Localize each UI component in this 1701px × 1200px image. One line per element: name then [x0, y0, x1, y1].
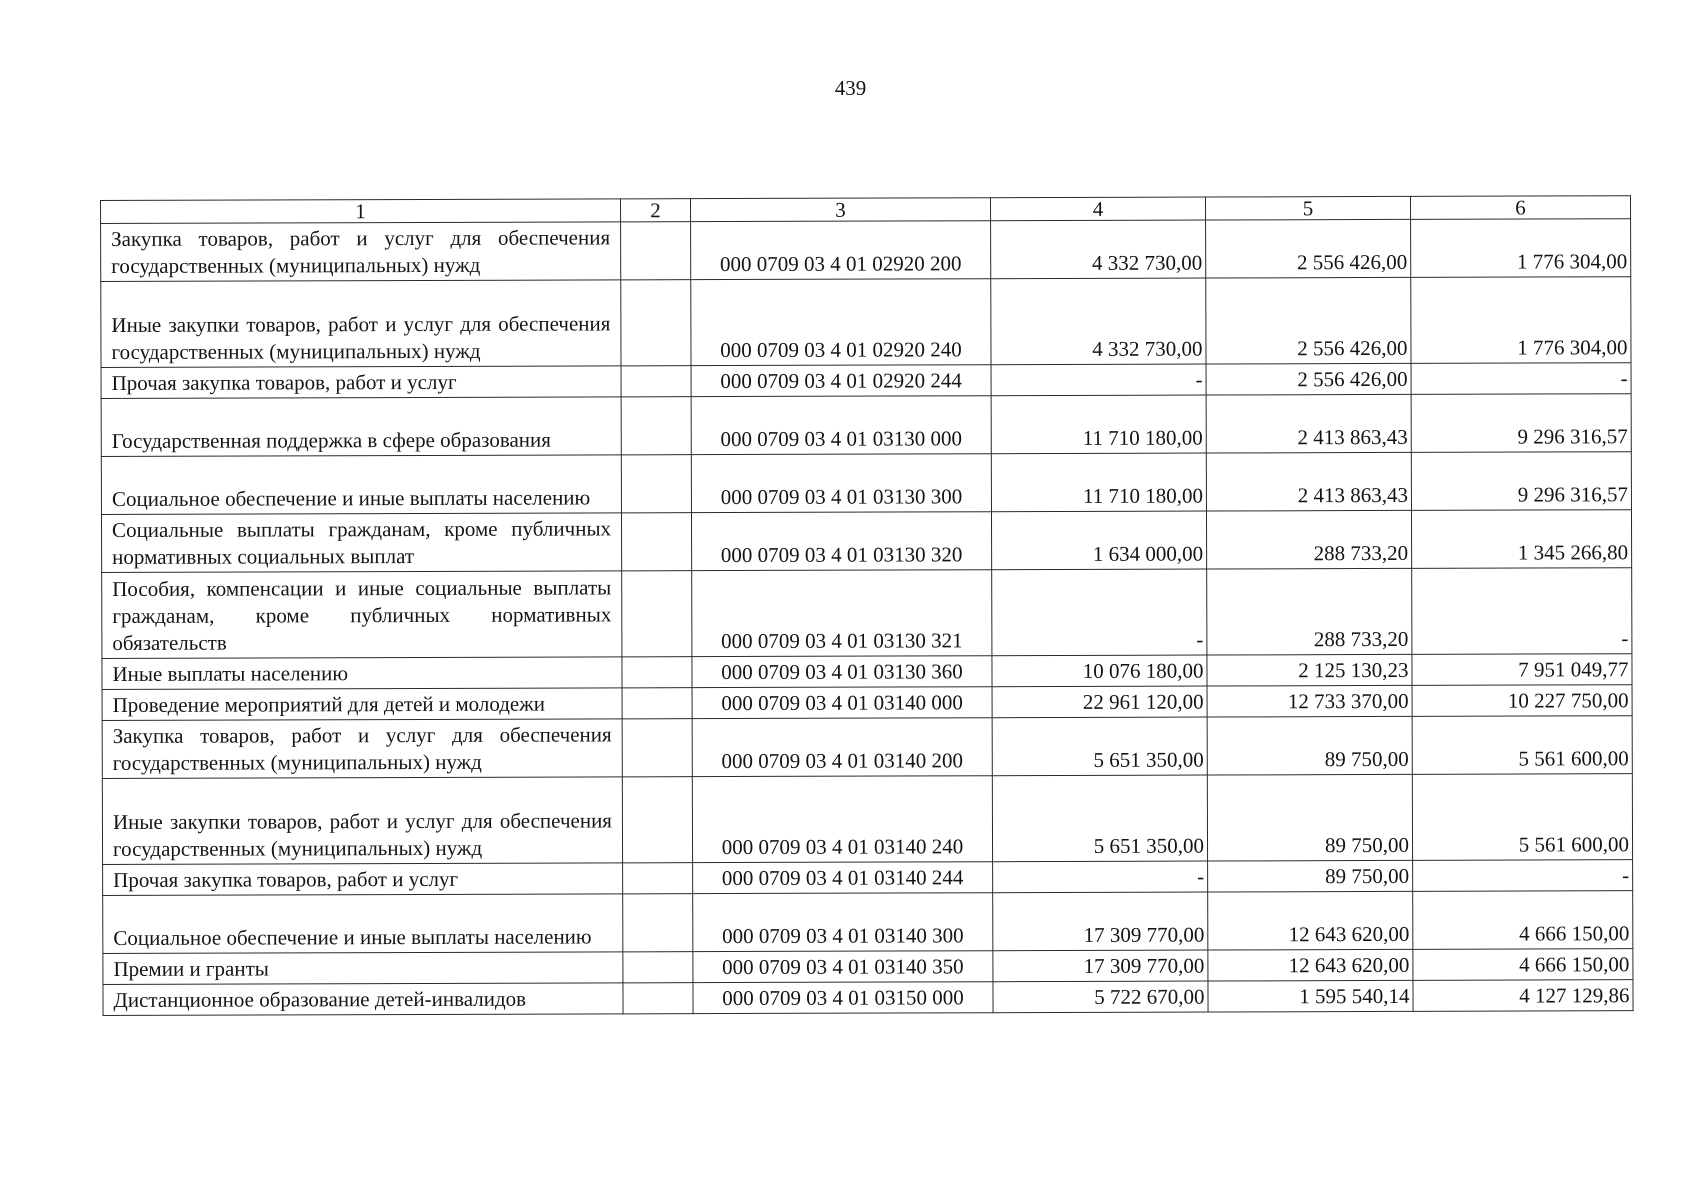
row-name: Иные закупки товаров, работ и услуг для обеспечения государственных (муниципальных) нужд — [101, 280, 621, 368]
table-row — [103, 860, 1633, 896]
row-col2 — [622, 688, 692, 719]
row-code: 000 0709 03 4 01 03140 200 — [692, 718, 992, 777]
row-value-4: 17 309 770,00 — [993, 950, 1208, 982]
row-value-6: 10 227 750,00 — [1412, 685, 1632, 717]
table-row — [101, 452, 1631, 515]
row-value-5: 2 413 863,43 — [1206, 452, 1411, 511]
row-value-5: 12 643 620,00 — [1208, 949, 1413, 981]
row-col2 — [623, 894, 693, 952]
header-col-3: 3 — [690, 198, 990, 222]
row-value-4: - — [993, 861, 1208, 893]
row-value-6: - — [1413, 860, 1633, 892]
row-value-4: - — [992, 569, 1207, 656]
row-value-4: 11 710 180,00 — [991, 453, 1206, 512]
row-value-4: 10 076 180,00 — [992, 655, 1207, 687]
row-code: 000 0709 03 4 01 03140 244 — [693, 862, 993, 894]
row-value-5: 1 595 540,14 — [1208, 980, 1413, 1012]
row-value-5: 12 733 370,00 — [1207, 685, 1412, 717]
row-code: 000 0709 03 4 01 02920 200 — [691, 221, 991, 280]
row-value-4: 4 332 730,00 — [991, 220, 1206, 279]
row-value-5: 288 733,20 — [1206, 510, 1411, 569]
row-col2 — [621, 280, 691, 366]
budget-table-container — [100, 195, 1633, 1016]
row-col2 — [622, 719, 692, 777]
row-code: 000 0709 03 4 01 03140 350 — [693, 951, 993, 983]
header-col-5: 5 — [1205, 196, 1410, 220]
row-name: Закупка товаров, работ и услуг для обеспечения государственных (муниципальных) нужд — [102, 719, 622, 779]
row-value-4: 5 722 670,00 — [993, 981, 1208, 1013]
row-value-6: 1 345 266,80 — [1411, 510, 1631, 569]
row-value-6: 4 127 129,86 — [1413, 980, 1633, 1012]
row-name: Премии и гранты — [103, 952, 623, 985]
row-col2 — [623, 952, 693, 983]
budget-table — [100, 195, 1634, 1016]
row-value-6: 9 296 316,57 — [1411, 394, 1631, 453]
table-row — [102, 568, 1632, 659]
row-value-6: 9 296 316,57 — [1411, 452, 1631, 511]
row-value-6: - — [1412, 568, 1632, 655]
row-value-5: 89 750,00 — [1207, 716, 1412, 775]
row-value-4: - — [991, 364, 1206, 396]
row-name: Дистанционное образование детей-инвалидов — [103, 983, 623, 1016]
table-row — [103, 949, 1633, 985]
table-row — [101, 219, 1631, 282]
row-value-6: 4 666 150,00 — [1413, 949, 1633, 981]
row-name: Иные закупки товаров, работ и услуг для обеспечения государственных (муниципальных) нужд — [102, 777, 622, 865]
row-code: 000 0709 03 4 01 02920 240 — [691, 279, 991, 366]
table-row — [102, 774, 1632, 865]
row-name: Закупка товаров, работ и услуг для обеспечения государственных (муниципальных) нужд — [101, 222, 621, 282]
row-col2 — [621, 397, 691, 455]
row-name: Прочая закупка товаров, работ и услуг — [103, 863, 623, 896]
row-value-6: 1 776 304,00 — [1411, 277, 1631, 364]
row-value-6: 4 666 150,00 — [1413, 891, 1633, 950]
row-code: 000 0709 03 4 01 03130 360 — [692, 656, 992, 688]
table-row — [103, 891, 1633, 954]
row-code: 000 0709 03 4 01 03130 300 — [691, 454, 991, 513]
row-value-6: 5 561 600,00 — [1412, 774, 1632, 861]
row-value-4: 17 309 770,00 — [993, 892, 1208, 951]
header-col-4: 4 — [990, 197, 1205, 221]
row-name: Социальное обеспечение и иные выплаты населению — [103, 894, 623, 954]
row-col2 — [621, 366, 691, 397]
row-code: 000 0709 03 4 01 03130 000 — [691, 396, 991, 455]
row-value-5: 2 556 426,00 — [1206, 363, 1411, 395]
row-col2 — [622, 657, 692, 688]
page-number: 439 — [834, 76, 867, 100]
row-value-5: 89 750,00 — [1208, 860, 1413, 892]
row-code: 000 0709 03 4 01 02920 244 — [691, 365, 991, 397]
header-col-6: 6 — [1410, 196, 1630, 220]
row-code: 000 0709 03 4 01 03130 320 — [691, 512, 991, 571]
row-value-4: 11 710 180,00 — [991, 395, 1206, 454]
table-row — [103, 980, 1633, 1016]
table-row — [102, 716, 1632, 779]
row-value-5: 12 643 620,00 — [1208, 891, 1413, 950]
row-value-5: 2 556 426,00 — [1206, 219, 1411, 278]
table-row — [101, 394, 1631, 457]
row-name: Прочая закупка товаров, работ и услуг — [101, 366, 621, 399]
header-col-2: 2 — [620, 199, 690, 222]
table-row — [102, 654, 1632, 690]
row-name: Социальное обеспечение и иные выплаты населению — [101, 455, 621, 515]
row-col2 — [623, 983, 693, 1014]
row-name: Социальные выплаты гражданам, кроме публичных нормативных социальных выплат — [101, 513, 621, 573]
row-value-6: - — [1411, 363, 1631, 395]
row-value-4: 5 651 350,00 — [992, 775, 1207, 862]
row-code: 000 0709 03 4 01 03150 000 — [693, 982, 993, 1014]
row-value-6: 5 561 600,00 — [1412, 716, 1632, 775]
table-row — [101, 510, 1631, 573]
row-code: 000 0709 03 4 01 03130 321 — [692, 570, 992, 657]
row-code: 000 0709 03 4 01 03140 240 — [692, 776, 992, 863]
header-col-1: 1 — [101, 199, 621, 224]
row-name: Государственная поддержка в сфере образования — [101, 397, 621, 457]
row-name: Иные выплаты населению — [102, 657, 622, 690]
row-value-6: 7 951 049,77 — [1412, 654, 1632, 686]
row-name: Проведение мероприятий для детей и молодежи — [102, 688, 622, 721]
row-value-5: 2 413 863,43 — [1206, 394, 1411, 453]
table-row — [101, 277, 1631, 368]
row-value-4: 4 332 730,00 — [991, 278, 1206, 365]
table-row — [102, 685, 1632, 721]
row-value-5: 2 125 130,23 — [1207, 654, 1412, 686]
row-col2 — [621, 222, 691, 280]
row-code: 000 0709 03 4 01 03140 300 — [693, 893, 993, 952]
row-value-5: 2 556 426,00 — [1206, 277, 1411, 364]
row-col2 — [621, 513, 691, 571]
row-value-4: 5 651 350,00 — [992, 717, 1207, 776]
row-value-6: 1 776 304,00 — [1411, 219, 1631, 278]
row-code: 000 0709 03 4 01 03140 000 — [692, 687, 992, 719]
table-row — [101, 363, 1631, 399]
row-col2 — [621, 455, 691, 513]
row-value-5: 288 733,20 — [1207, 568, 1412, 655]
row-value-4: 22 961 120,00 — [992, 686, 1207, 718]
row-col2 — [623, 863, 693, 894]
row-col2 — [622, 777, 692, 863]
row-value-4: 1 634 000,00 — [991, 511, 1206, 570]
row-name: Пособия, компенсации и иные социальные выплаты гражданам, кроме публичных нормативных обязательств — [102, 571, 622, 659]
row-col2 — [622, 571, 692, 657]
row-value-5: 89 750,00 — [1207, 774, 1412, 861]
